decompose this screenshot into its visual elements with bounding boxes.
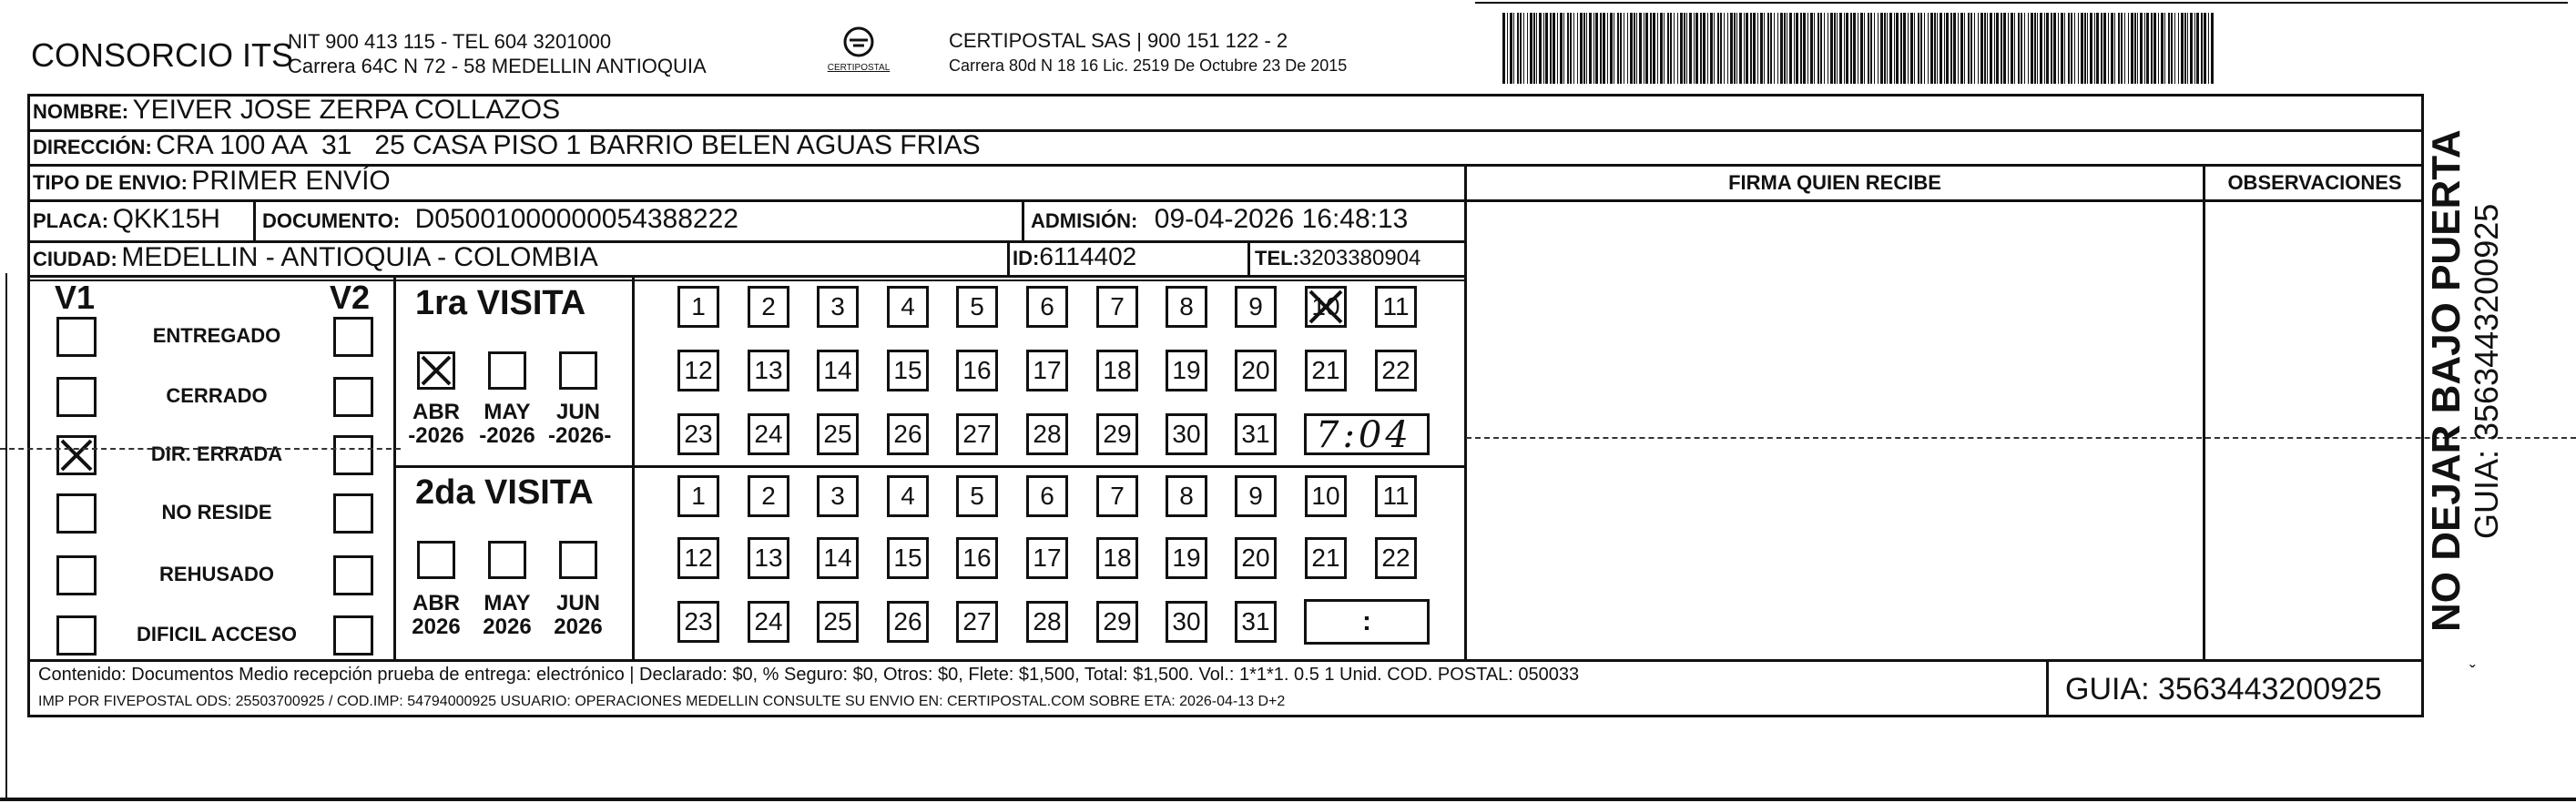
v2-checkbox[interactable] — [333, 435, 373, 475]
barcode-bar — [2211, 13, 2214, 84]
day-number: 7 — [1110, 292, 1125, 320]
rule-id-tel — [1247, 240, 1250, 277]
month-year: 2026 — [412, 615, 461, 639]
day-box-3[interactable] — [817, 475, 859, 517]
day-number: 14 — [823, 544, 852, 572]
day-number: 13 — [754, 544, 783, 572]
month-name: ABR — [412, 400, 460, 424]
nombre-value: YEIVER JOSE ZERPA COLLAZOS — [132, 95, 561, 125]
day-box-31[interactable] — [1235, 601, 1277, 643]
day-box-13[interactable] — [748, 537, 789, 579]
courier-nit-line: CERTIPOSTAL SAS | 900 151 122 - 2 — [949, 29, 1288, 52]
day-number: 22 — [1381, 356, 1410, 384]
check-x-icon — [420, 354, 453, 387]
day-box-27[interactable] — [956, 601, 998, 643]
day-box-19[interactable] — [1166, 537, 1207, 579]
status-option-label: REHUSADO — [159, 563, 274, 585]
day-box-15[interactable] — [887, 537, 929, 579]
tipo-row — [33, 166, 391, 197]
rule-visit-split — [393, 465, 1464, 468]
month-checkbox[interactable] — [488, 541, 526, 579]
day-box-1[interactable] — [677, 286, 719, 328]
day-number: 3 — [830, 482, 845, 510]
side-guia: GUIA: 3563443200925 — [2468, 203, 2505, 539]
month-year: 2026 — [483, 615, 532, 639]
courier-info — [949, 29, 1347, 76]
page-bottom-line — [0, 798, 2576, 801]
placa-label: PLACA: — [33, 209, 109, 232]
month-checkbox[interactable] — [488, 351, 526, 390]
v1-checkbox[interactable] — [56, 317, 97, 357]
day-number: 9 — [1248, 292, 1263, 320]
month-checkbox[interactable] — [417, 351, 455, 390]
day-number: 1 — [691, 292, 706, 320]
day-number: 22 — [1381, 544, 1410, 572]
day-number: 12 — [684, 356, 713, 384]
day-box-6[interactable] — [1026, 286, 1068, 328]
company-address-line: Carrera 64C N 72 - 58 MEDELLIN ANTIOQUIA — [288, 55, 707, 77]
day-box-24[interactable] — [748, 413, 789, 455]
direccion-value: CRA 100 AA 31 25 CASA PISO 1 BARRIO BELEN AGUAS FRIAS — [156, 130, 981, 160]
documento-value: D05001000000054388222 — [414, 204, 738, 234]
day-number: 16 — [962, 544, 992, 572]
v2-heading: V2 — [330, 279, 371, 316]
id-row — [1013, 242, 1136, 271]
day-box-1[interactable] — [677, 475, 719, 517]
day-box-14[interactable] — [817, 537, 859, 579]
day-box-22[interactable] — [1375, 537, 1417, 579]
certipostal-logo — [809, 25, 909, 73]
day-number: 19 — [1172, 544, 1201, 572]
admision-label: ADMISIÓN: — [1031, 209, 1138, 232]
day-box-13[interactable] — [748, 350, 789, 391]
month-checkbox[interactable] — [559, 351, 597, 390]
day-box-11[interactable] — [1375, 286, 1417, 328]
v2-checkbox[interactable] — [333, 615, 373, 656]
day-number: 16 — [962, 356, 992, 384]
ciudad-value: MEDELLIN - ANTIOQUIA - COLOMBIA — [121, 242, 598, 272]
month-label — [548, 400, 612, 448]
nombre-row — [33, 95, 560, 126]
day-number: 5 — [970, 292, 984, 320]
status-option-label: ENTREGADO — [152, 324, 281, 347]
month-label — [477, 401, 537, 448]
id-value: 6114402 — [1039, 242, 1137, 270]
month-label — [406, 401, 466, 448]
observaciones-heading: OBSERVACIONES — [2227, 171, 2402, 194]
day-box-14[interactable] — [817, 350, 859, 391]
day-box-3[interactable] — [817, 286, 859, 328]
day-number: 15 — [893, 356, 922, 384]
day-box-7[interactable] — [1096, 475, 1138, 517]
visit1-time-value: 7:04 — [1316, 414, 1412, 456]
day-number: 10 — [1311, 482, 1340, 510]
rule-ciudad-id — [1007, 240, 1010, 277]
rule-left-block — [1464, 164, 1467, 661]
day-number: 17 — [1033, 356, 1062, 384]
day-number: 8 — [1179, 482, 1194, 510]
day-number: 7 — [1110, 482, 1125, 510]
day-number: 15 — [893, 544, 922, 572]
day-number: 20 — [1241, 356, 1270, 384]
tel-row — [1255, 246, 1420, 271]
day-number: 23 — [684, 420, 713, 448]
day-box-11[interactable] — [1375, 475, 1417, 517]
day-box-12[interactable] — [677, 350, 719, 391]
day-number: 28 — [1033, 607, 1062, 635]
month-name: MAY — [484, 591, 531, 615]
day-number: 2 — [761, 292, 776, 320]
day-number: 30 — [1172, 607, 1201, 635]
ciudad-row — [33, 242, 598, 273]
month-label — [406, 592, 466, 639]
day-number: 8 — [1179, 292, 1194, 320]
status-option-label: DIR. ERRADA — [150, 442, 283, 465]
company-info — [288, 29, 707, 78]
side-warning: NO DEJAR BAJO PUERTA — [2424, 129, 2469, 632]
month-year: -2026 — [408, 423, 464, 448]
day-number: 20 — [1241, 544, 1270, 572]
day-box-26[interactable] — [887, 413, 929, 455]
day-number: 2 — [761, 482, 776, 510]
day-number: 11 — [1382, 482, 1410, 510]
day-box-25[interactable] — [817, 413, 859, 455]
day-number: 26 — [893, 420, 922, 448]
day-number: 3 — [830, 292, 845, 320]
placa-value: QKK15H — [112, 204, 220, 234]
day-box-28[interactable] — [1026, 413, 1068, 455]
company-name: CONSORCIO ITS — [31, 36, 294, 74]
day-number: 18 — [1103, 356, 1132, 384]
day-box-18[interactable] — [1096, 537, 1138, 579]
day-number: 1 — [691, 482, 706, 510]
status-option-label: DIFICIL ACCESO — [136, 623, 297, 645]
v2-checkbox[interactable] — [333, 377, 373, 417]
day-box-9[interactable] — [1235, 475, 1277, 517]
day-box-17[interactable] — [1026, 350, 1068, 391]
day-number: 31 — [1241, 420, 1270, 448]
v2-checkbox[interactable] — [333, 317, 373, 357]
day-number: 4 — [901, 292, 915, 320]
footer-guia: GUIA: 3563443200925 — [2065, 672, 2382, 706]
rule-status-top — [27, 280, 1464, 281]
day-number: 6 — [1040, 482, 1054, 510]
month-name: JUN — [555, 400, 600, 424]
day-number: 4 — [901, 482, 915, 510]
fold-line-right — [1466, 437, 2576, 439]
day-number: 11 — [1382, 292, 1410, 320]
barcode — [1502, 13, 2222, 84]
day-number: 24 — [754, 420, 783, 448]
day-number: 26 — [893, 607, 922, 635]
status-option-label: CERRADO — [166, 384, 268, 407]
v1-heading: V1 — [55, 279, 96, 316]
day-number: 24 — [754, 607, 783, 635]
ciudad-label: CIUDAD: — [33, 248, 117, 270]
day-number: 17 — [1033, 544, 1062, 572]
v1-checkbox[interactable] — [56, 493, 97, 534]
month-name: ABR — [412, 591, 460, 615]
day-box-10[interactable] — [1305, 475, 1347, 517]
day-box-16[interactable] — [956, 350, 998, 391]
day-box-20[interactable] — [1235, 350, 1277, 391]
day-number: 21 — [1311, 544, 1340, 572]
fold-line-left — [0, 448, 401, 450]
firma-heading: FIRMA QUIEN RECIBE — [1728, 171, 1941, 194]
day-box-16[interactable] — [956, 537, 998, 579]
documento-row — [262, 204, 738, 235]
visit2-title: 2da VISITA — [415, 473, 594, 512]
day-box-24[interactable] — [748, 601, 789, 643]
day-number: 29 — [1103, 607, 1132, 635]
footer-print-info: IMP POR FIVEPOSTAL ODS: 25503700925 / COD.IMP: 54794000925 USUARIO: OPERACIONES MEDELLIN CONSULTE SU ENVIO EN: CERTIPOSTAL.COM SOBRE ETA: 2026-04-13 D+2 — [38, 694, 1286, 709]
status-option-label: NO RESIDE — [161, 501, 272, 523]
day-box-20[interactable] — [1235, 537, 1277, 579]
nombre-label: NOMBRE: — [33, 100, 129, 123]
day-box-5[interactable] — [956, 475, 998, 517]
day-number: 29 — [1103, 420, 1132, 448]
day-box-5[interactable] — [956, 286, 998, 328]
logo-text: CERTIPOSTAL — [827, 63, 891, 73]
v1-checkbox[interactable] — [56, 615, 97, 656]
day-box-25[interactable] — [817, 601, 859, 643]
v2-checkbox[interactable] — [333, 555, 373, 595]
month-label — [548, 592, 608, 639]
direccion-row — [33, 130, 981, 161]
day-box-30[interactable] — [1166, 601, 1207, 643]
day-box-4[interactable] — [887, 286, 929, 328]
month-checkbox[interactable] — [559, 541, 597, 579]
day-box-4[interactable] — [887, 475, 929, 517]
placa-row — [33, 204, 220, 235]
day-box-29[interactable] — [1096, 601, 1138, 643]
day-number: 5 — [970, 482, 984, 510]
id-label: ID: — [1013, 247, 1040, 269]
day-box-23[interactable] — [677, 601, 719, 643]
day-box-29[interactable] — [1096, 413, 1138, 455]
day-box-8[interactable] — [1166, 475, 1207, 517]
day-box-8[interactable] — [1166, 286, 1207, 328]
v2-checkbox[interactable] — [333, 493, 373, 534]
day-box-22[interactable] — [1375, 350, 1417, 391]
rule-status-visits — [393, 278, 396, 659]
day-box-26[interactable] — [887, 601, 929, 643]
day-number: 27 — [962, 420, 992, 448]
company-nit-line: NIT 900 413 115 - TEL 604 3201000 — [288, 30, 612, 53]
day-box-21[interactable] — [1305, 350, 1347, 391]
day-box-7[interactable] — [1096, 286, 1138, 328]
day-box-10[interactable] — [1305, 286, 1347, 328]
visit2-time-box[interactable] — [1304, 599, 1430, 645]
month-year: -2026 — [479, 423, 535, 448]
admision-value: 09-04-2026 16:48:13 — [1154, 204, 1409, 234]
day-box-31[interactable] — [1235, 413, 1277, 455]
day-number: 19 — [1172, 356, 1201, 384]
documento-label: DOCUMENTO: — [262, 209, 401, 232]
day-box-2[interactable] — [748, 475, 789, 517]
day-box-9[interactable] — [1235, 286, 1277, 328]
month-name: MAY — [484, 400, 531, 424]
rule-doc-adm — [1022, 202, 1024, 240]
day-number: 25 — [823, 607, 852, 635]
day-box-18[interactable] — [1096, 350, 1138, 391]
month-year: 2026 — [554, 615, 603, 639]
tel-value: 3203380904 — [1298, 246, 1421, 270]
day-number: 25 — [823, 420, 852, 448]
tel-label: TEL: — [1255, 247, 1299, 269]
day-box-2[interactable] — [748, 286, 789, 328]
day-number: 23 — [684, 607, 713, 635]
day-number: 14 — [823, 356, 852, 384]
rule-tipo — [27, 199, 2424, 202]
day-box-19[interactable] — [1166, 350, 1207, 391]
rule-placa-doc — [253, 202, 256, 240]
visit2-time-value: : — [1362, 606, 1371, 636]
v1-checkbox[interactable] — [56, 435, 97, 475]
admision-row — [1031, 204, 1408, 235]
month-name: JUN — [555, 591, 600, 615]
rule-footer — [27, 659, 2424, 662]
footer-contents: Contenido: Documentos Medio recepción prueba de entrega: electrónico | Declarado: $0, % Seguro: $0, Otros: $0, Flete: $1,500, Total: $1,500. Vol.: 1*1*1. 0.5 1 Unid. COD. POSTAL: 050033 — [38, 665, 1580, 685]
day-number: 18 — [1103, 544, 1132, 572]
check-x-icon — [1308, 289, 1344, 325]
day-box-21[interactable] — [1305, 537, 1347, 579]
tipo-label: TIPO DE ENVIO: — [33, 171, 188, 194]
day-box-27[interactable] — [956, 413, 998, 455]
day-number: 21 — [1311, 356, 1340, 384]
day-box-17[interactable] — [1026, 537, 1068, 579]
month-checkbox[interactable] — [417, 541, 455, 579]
check-x-icon — [59, 438, 94, 473]
day-box-28[interactable] — [1026, 601, 1068, 643]
month-year: -2026- — [548, 423, 612, 448]
rule-months-days — [632, 278, 635, 659]
stray-mark: ˇ — [2469, 663, 2476, 683]
day-number: 12 — [684, 544, 713, 572]
direccion-label: DIRECCIÓN: — [33, 136, 152, 158]
logo-icon — [840, 25, 877, 58]
day-number: 10 — [1311, 292, 1340, 320]
tipo-value: PRIMER ENVÍO — [191, 166, 391, 196]
v1-checkbox[interactable] — [56, 377, 97, 417]
day-box-23[interactable] — [677, 413, 719, 455]
visit1-title: 1ra VISITA — [415, 284, 586, 322]
day-number: 6 — [1040, 292, 1054, 320]
day-number: 27 — [962, 607, 992, 635]
page-top-line — [1475, 2, 2568, 4]
day-number: 30 — [1172, 420, 1201, 448]
day-box-15[interactable] — [887, 350, 929, 391]
day-box-12[interactable] — [677, 537, 719, 579]
courier-license-line: Carrera 80d N 18 16 Lic. 2519 De Octubre 23 De 2015 — [949, 56, 1348, 75]
month-label — [477, 592, 537, 639]
day-number: 9 — [1248, 482, 1263, 510]
page-left-line — [5, 273, 7, 798]
rule-firma-obs — [2203, 164, 2205, 661]
day-box-30[interactable] — [1166, 413, 1207, 455]
visit1-time-box[interactable] — [1304, 413, 1430, 455]
day-number: 13 — [754, 356, 783, 384]
day-number: 28 — [1033, 420, 1062, 448]
rule-footer-guia — [2046, 659, 2049, 717]
v1-checkbox[interactable] — [56, 555, 97, 595]
day-box-6[interactable] — [1026, 475, 1068, 517]
day-number: 31 — [1241, 607, 1270, 635]
